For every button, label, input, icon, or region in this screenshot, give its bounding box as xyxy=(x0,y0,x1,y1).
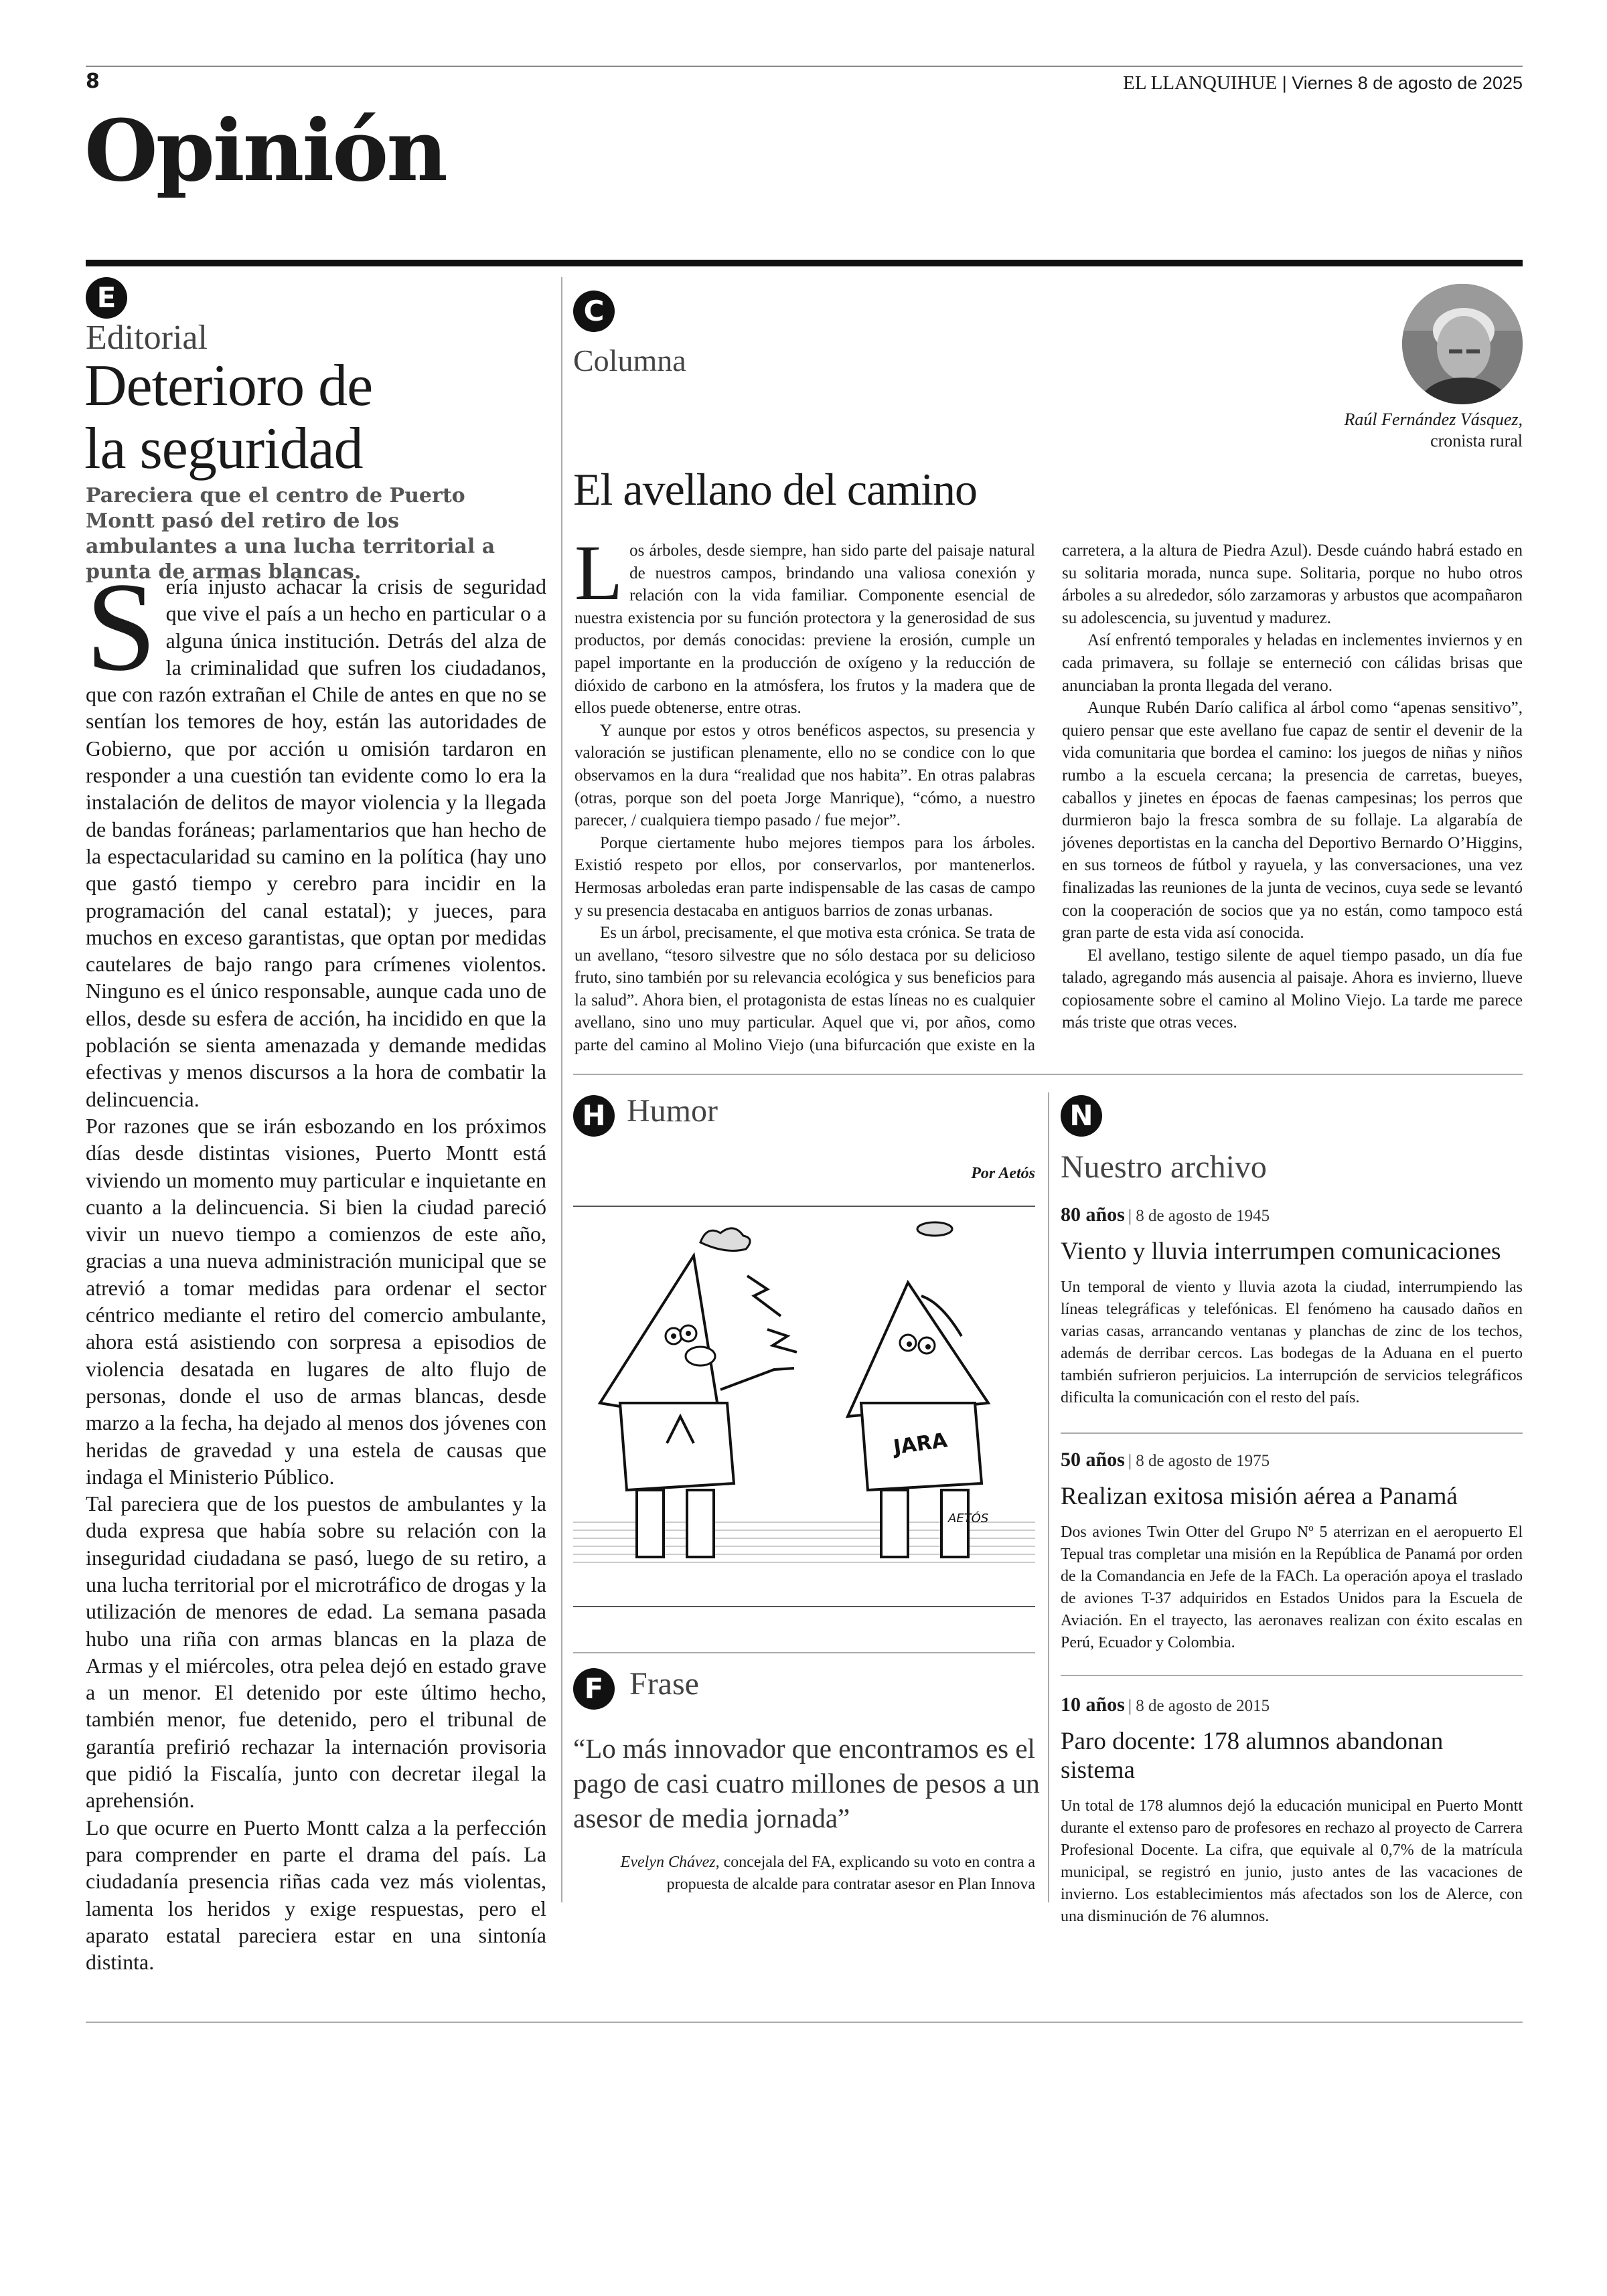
frase-attribution-name: Evelyn Chávez, xyxy=(620,1854,720,1871)
author-role: cronista rural xyxy=(1430,431,1523,450)
editorial-title xyxy=(84,355,372,481)
page-number: 8 xyxy=(86,70,100,93)
masthead-separator: | xyxy=(1282,73,1287,93)
author-name: Raúl Fernández Vásquez, xyxy=(1344,410,1523,429)
archivo-years: 80 años xyxy=(1061,1204,1125,1226)
archivo-body: Un total de 178 alumnos dejó la educación municipal en Puerto Montt durante el extenso paro de profesores en rechazo al proyecto de Carrera Profesional Docente. La cifra, que equivale al 0,7% de la matrícula municipal, se registró en junio, justo antes de las vacaciones de invierno. Los establecimientos más afectados son los de Alerce, con una disminución de 76 alumnos. xyxy=(1061,1797,1523,1925)
column-paragraph-6: Aunque Rubén Darío califica al árbol como “apenas sensitivo”, quiero pensar que este avellano fue capaz de sentir el devenir de la vida comunitaria que bordea el camino: los juegos de niñas y niños rumbo a la escuela cercana; la presencia de carretas, bueyes, caballos y jinetes en épocas de faenas campesinas; los perros que durmieron bajo la fresca sombra de su follaje. La algarabía de jóvenes deportistas en la cancha del Deportivo Bernardo O’Higgins, en sus torneos de fútbol y rayuela, y las conversaciones, una vez finalizadas las reuniones de la junta de vecinos, cuya sede se levantó con la cooperación de socios que ya no están, como tampoco está gran parte de esta vida así conocida. xyxy=(1062,699,1523,942)
cartoon-drawing xyxy=(573,1202,1035,1611)
cartoon xyxy=(573,1202,1035,1611)
column-paragraph-4: Es un árbol, precisamente, el que motiva esta crónica. Se trata de un avellano, “tesoro silvestre que no sólo destaca por su delicioso fruto, sino también por su relevancia ecológica y sus beneficios para la salud”. Ahora bien, el protagonista de estas líneas no es cualquier avellano, sino uno muy particular. Aquel que vi, por años, como parte del camino al Molino Viejo (una bifurcación que existe en la carretera, a la altura de Piedra Azul). Desde cuándo habrá estado en su solitaria morada, nunca supe. Solitaria, porque no hubo otros árboles a su alrededor, sólo zarzamoras y arbustos que acompañaron su adolescencia, su juventud y madurez. xyxy=(575,542,1523,1055)
column-divider-right xyxy=(1048,1092,1049,1902)
header-top-rule xyxy=(86,66,1523,67)
editorial-badge: E xyxy=(86,277,127,319)
page-bottom-rule xyxy=(86,2022,1523,2023)
archivo-years: 50 años xyxy=(1061,1449,1125,1471)
archivo-badge: N xyxy=(1061,1095,1102,1137)
section-title: Opinión xyxy=(84,101,446,200)
column-body xyxy=(575,529,1523,1062)
editorial-drop-cap: S xyxy=(86,557,157,698)
frase-kicker: Frase xyxy=(629,1666,699,1702)
column-bottom-rule xyxy=(573,1074,1523,1075)
archivo-date: | 8 de agosto de 1975 xyxy=(1128,1452,1270,1470)
archivo-item xyxy=(1061,1204,1523,1409)
archivo-divider xyxy=(1061,1432,1523,1434)
archivo-date: | 8 de agosto de 1945 xyxy=(1128,1207,1270,1225)
humor-bottom-rule xyxy=(573,1652,1035,1653)
archivo-date: | 8 de agosto de 2015 xyxy=(1128,1697,1270,1715)
column-paragraph-7: El avellano, testigo silente de aquel tiempo pasado, un día fue talado, agregando más ausencia al paisaje. Ahora es invierno, llueve copiosamente sobre el camino al Molino Viejo. La tarde me parece más triste que otras veces. xyxy=(1062,946,1523,1032)
editorial-paragraph-1: ería injusto achacar la crisis de seguridad que vive el país a un hecho en particular o a alguna única institución. Detrás del alza de la criminalidad que sufren los ciudadanos, que con razón extrañan el Chile de antes en que no se sentían los temores de hoy, están las autoridades de Gobierno, que por acción u omisión tardaron en responder a una cuestión tan evidente como lo era la instalación de delitos de mayor violencia y la llegada de bandas foráneas; parlamentarios que han hecho de la espectacularidad su camino en la política (hay uno que gastó tiempo y cerebro para incidir en la programación del canal estatal); y jueces, para muchos en exceso garantistas, que optan por medidas cautelares de bajo rango para crímenes violentos. Ninguno es el único responsable, aunque cada uno de ellos, desde su esfera de acción, ha incidido en que la población se sienta amenazada y demande medidas efectivas y menos discursos a la hora de combatir la delincuencia. xyxy=(86,574,546,1111)
editorial-paragraph-3: Tal pareciera que de los puestos de ambulantes y la duda expresa que había sobre su relación con la inseguridad ciudadana se pasó, luego de su retiro, a una lucha territorial por el microtráfico de drogas y la utilización de menores de edad. La semana pasada hubo una riña con armas blancas en la plaza de Armas y el miércoles, otra pelea dejó en estado grave a un menor. El detenido por este último hecho, también menor, fue detenido, pero el tribunal de garantía prefirió rechazar la internación provisoria que pidió la Fiscalía, junto con decretar ilegal la aprehensión. xyxy=(86,1491,546,1813)
author-portrait-image xyxy=(1402,284,1523,404)
column-paragraph-1: os árboles, desde siempre, han sido parte del paisaje natural de nuestros campos, brindando una valiosa conexión y relación con la vida familiar. Componente esencial de nuestra existencia por su función protectora y la generosidad de sus productos, por demás conocidas: previene la erosión, cumple un papel importante en la producción de oxígeno y la reducción de dióxido de carbono en la atmósfera, los frutos y la madera que de ellos puede obtenerse, entre otras. xyxy=(575,542,1035,718)
column-kicker: Columna xyxy=(573,343,686,378)
humor-kicker: Humor xyxy=(627,1093,718,1129)
column-badge: C xyxy=(573,291,615,332)
humor-badge: H xyxy=(573,1095,615,1137)
archivo-divider xyxy=(1061,1675,1523,1676)
column-paragraph-2: Y aunque por estos y otros benéficos aspectos, su presencia y valoración se justifican plenamente, ello no se condice con lo que observamos en la dura “realidad que nos habita”. En otras palabras (otras, porque son del poeta Jorge Manrique), “cómo, a nuestro parecer, / cualquiera tiempo pasado / fue mejor”. xyxy=(575,721,1035,830)
archivo-headline: Realizan exitosa misión aérea a Panamá xyxy=(1061,1483,1458,1510)
frase-attribution-text: concejala del FA, explicando su voto en contra a propuesta de alcalde para contratar asesor en Plan Innova xyxy=(666,1854,1035,1893)
column-title: El avellano del camino xyxy=(573,464,977,515)
column-paragraph-5: Así enfrentó temporales y heladas en inclementes inviernos y en cada primavera, su follaje se enterneció con cálidas brisas que anunciaban la pronta llegada del verano. xyxy=(1062,631,1523,695)
masthead-date-line xyxy=(1123,72,1523,94)
archivo-body: Dos aviones Twin Otter del Grupo Nº 5 aterrizan en el aeropuerto El Tepual tras completar una misión en la República de Panamá por orden de la Comandancia en Jefe de la FACh. La operación apoya el traslado de aviones T-37 adquiridos en Estados Unidos para la Escuela de Aviación. En el trayecto, las aeronaves realizan con éxito escalas en Perú, Ecuador y Colombia. xyxy=(1061,1524,1523,1651)
editorial-kicker: Editorial xyxy=(86,319,208,357)
editorial-lead: Pareciera que el centro de Puerto Montt pasó del retiro de los ambulantes a una lucha territorial a punta de armas blancas. xyxy=(86,484,495,584)
archivo-years: 10 años xyxy=(1061,1694,1125,1716)
column-drop-cap: L xyxy=(575,529,623,617)
editorial-title-line1: Deterioro de xyxy=(84,353,373,418)
editorial-paragraph-2: Por razones que se irán esbozando en los próximos días desde distintas visiones, Puerto Montt está viviendo un momento muy particular e inquietante en cuanto a la delincuencia. Si bien la ciudad pareció vivir un nuevo tiempo a comienzos de este año, gracias a una nueva administración municipal que se atrevió a tomar medidas para ordenar el sector céntrico mediante el retiro del comercio ambulante, ahora está asistiendo con sorpresa a episodios de violencia desatada en lugares de alto flujo de personas, donde el uso de armas blancas, desde marzo a la fecha, ha dejado al menos dos jóvenes con heridas de gravedad y una estela de causas que indaga el Ministerio Público. xyxy=(86,1113,546,1489)
archivo-kicker: Nuestro archivo xyxy=(1061,1149,1267,1185)
editorial-title-line2: la seguridad xyxy=(84,416,363,481)
archivo-headline: Viento y lluvia interrumpen comunicaciones xyxy=(1061,1238,1501,1265)
cartoon-signature: AETÓS xyxy=(948,1511,989,1526)
cartoon-shirt-text: JARA xyxy=(892,1428,949,1460)
archivo-item xyxy=(1061,1449,1523,1654)
archivo-body: Un temporal de viento y lluvia azota la ciudad, interrumpiendo las líneas telegráficas y telefónicas. El fenómeno ha causado daños en varias casas, arrancando ventanas y planchas de zinc de los techos, además de derribar cercos. Las bodegas de la Aduana en el puerto también sufrieron perjuicios. La interrupción de servicios telegráficos dificulta la comunicación con el resto del país. xyxy=(1061,1279,1523,1406)
editorial-paragraph-4: Lo que ocurre en Puerto Montt calza a la perfección para comprender en parte el drama del país. La ciudadanía presencia riñas cada vez más violentas, lamenta los heridos y exige respuestas, pero el aparato estatal pareciera estar en una sintonía distinta. xyxy=(86,1815,546,1975)
newspaper-name: EL LLANQUIHUE xyxy=(1123,72,1278,94)
column-divider-left xyxy=(561,277,562,1902)
frase-badge: F xyxy=(573,1668,615,1710)
issue-date: Viernes 8 de agosto de 2025 xyxy=(1292,73,1523,93)
author-photo xyxy=(1402,284,1523,404)
editorial-body xyxy=(86,557,546,1975)
frase-attribution xyxy=(589,1852,1035,1896)
section-divider xyxy=(86,260,1523,266)
archivo-headline: Paro docente: 178 alumnos abandonan sistema xyxy=(1061,1728,1444,1784)
humor-credit: Por Aetós xyxy=(971,1165,1035,1182)
column-paragraph-3: Porque ciertamente hubo mejores tiempos para los árboles. Existió respeto por ellos, por conservarlos, por mantenerlos. Hermosas arboledas eran parte indispensable de las casas de campo y su presencia destacaba en antiguos barrios de zonas urbanas. xyxy=(575,833,1035,920)
archivo-item xyxy=(1061,1694,1523,1928)
frase-quote: “Lo más innovador que encontramos es el pago de casi cuatro millones de pesos a un asesor de media jornada” xyxy=(573,1733,1040,1833)
